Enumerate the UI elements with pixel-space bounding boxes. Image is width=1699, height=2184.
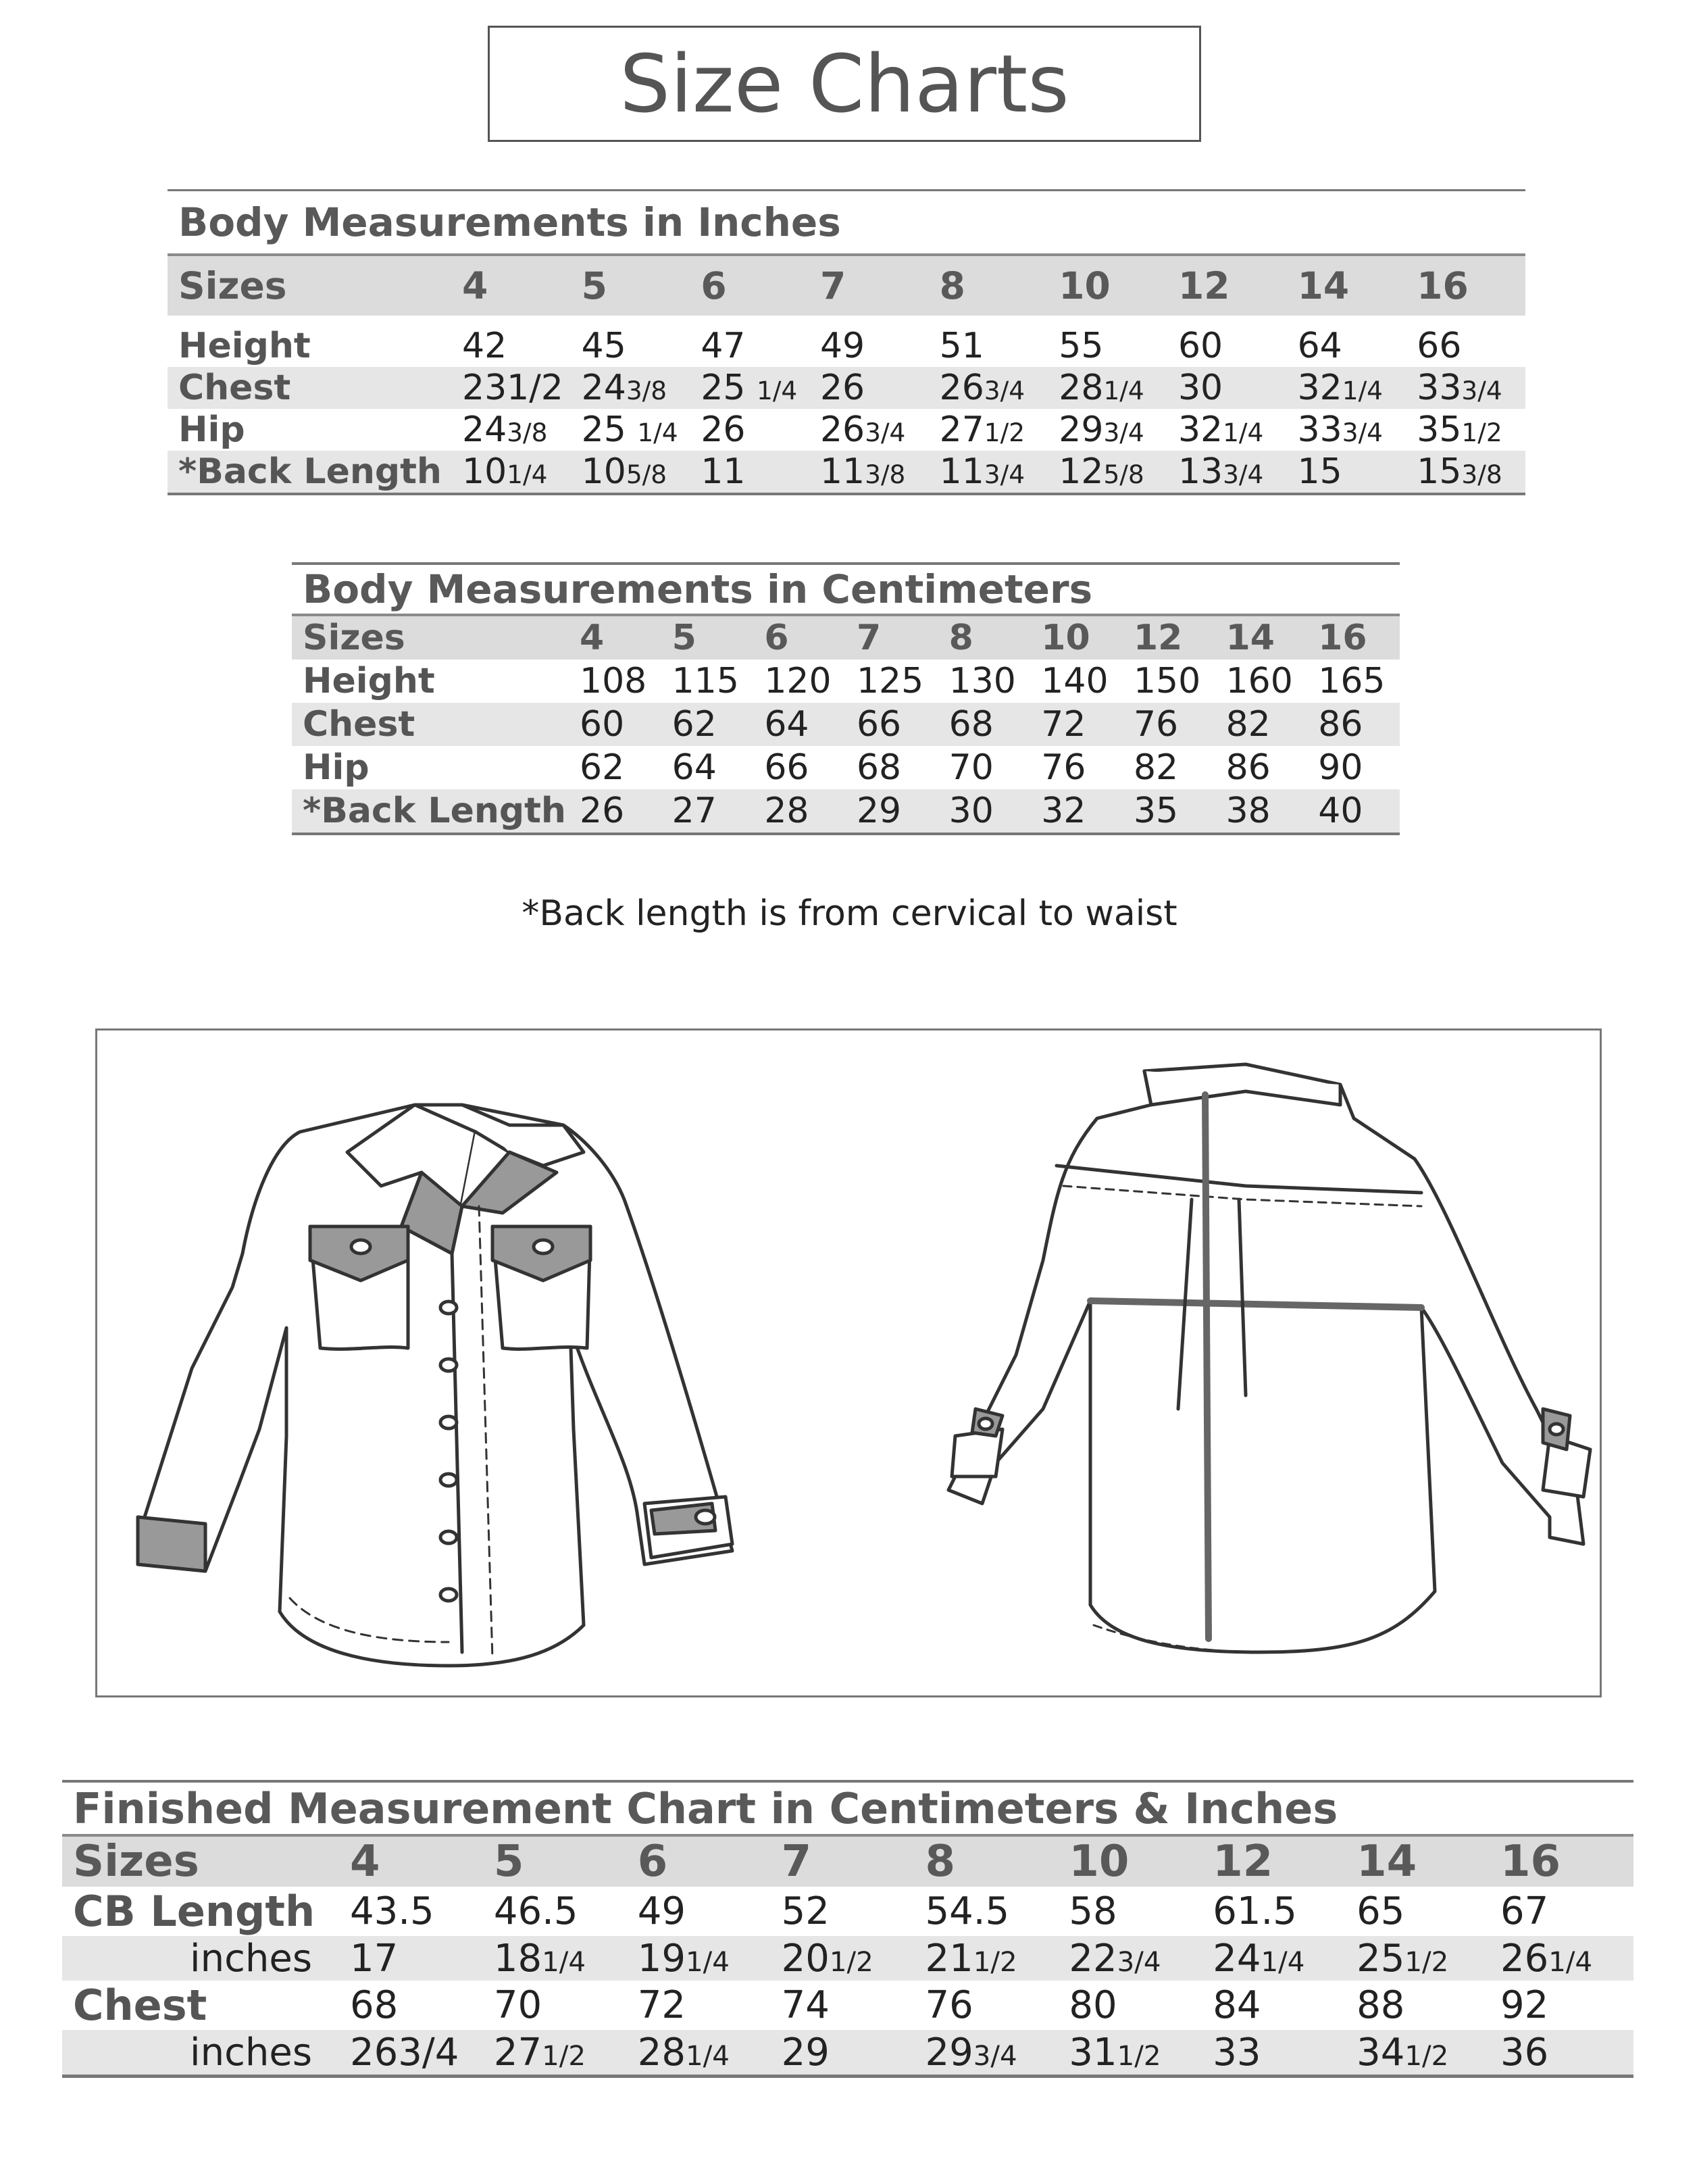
shirt-drawings [97, 1031, 1600, 1695]
table-row [292, 703, 1400, 746]
table-cell: 120 [764, 661, 832, 701]
cm-table-title: Body Measurements in Centimeters [303, 566, 1093, 612]
table-cell: 35 [1123, 789, 1215, 834]
size-header: 12 [1123, 615, 1215, 660]
table-cell [627, 1936, 771, 1981]
table-cell: 68 [856, 747, 902, 788]
table-cell [483, 1887, 627, 1936]
table-cell [929, 325, 1048, 367]
cell-whole: 34 [1356, 2030, 1405, 2075]
size-header: 16 [1307, 615, 1400, 660]
table-cell [1406, 451, 1525, 494]
size-header: 5 [661, 615, 754, 660]
cell-whole: 60 [1177, 326, 1223, 366]
cell-whole: 32 [1177, 410, 1223, 450]
cell-whole: 51 [939, 326, 984, 366]
cell-fraction: 1/4 [686, 1945, 730, 1978]
cell-whole: 26 [1500, 1936, 1549, 1981]
cell-fraction: 1/4 [507, 460, 548, 489]
table-cell: 66 [764, 747, 809, 788]
cell-fraction: 1/2 [1461, 418, 1502, 447]
table-cell: 30 [938, 789, 1031, 834]
inches-table-title: Body Measurements in Inches [178, 199, 841, 245]
table-row [62, 2030, 1633, 2077]
table-cell [483, 2030, 627, 2077]
table-row [168, 367, 1525, 409]
table-cell [339, 1887, 483, 1936]
table-cell [339, 1981, 483, 2030]
cell-whole: 43.5 [350, 1889, 434, 1933]
table-cell [1058, 1936, 1202, 1981]
table-cell [339, 1936, 483, 1981]
table-cell [1490, 1981, 1633, 2030]
cell-whole: 72 [637, 1983, 686, 2027]
cell-whole: 32 [1297, 368, 1342, 408]
table-row [168, 409, 1525, 451]
cell-whole: 18 [493, 1936, 542, 1981]
table-cell [1167, 367, 1287, 409]
table-cell: 64 [753, 703, 846, 746]
table-cell [1406, 367, 1525, 409]
table-row [62, 1981, 1633, 2030]
cell-whole: 76 [925, 1983, 973, 2027]
cell-fraction: 1/2 [984, 418, 1025, 447]
table-row [62, 1887, 1633, 1936]
cell-whole: 10 [462, 451, 507, 492]
inches-table [168, 189, 1525, 495]
cell-fraction: 1/4 [542, 1945, 586, 1978]
table-cell [627, 2030, 771, 2077]
cell-fraction: 1/2 [973, 1945, 1017, 1978]
cell-whole: 19 [637, 1936, 686, 1981]
table-cell: 72 [1030, 703, 1123, 746]
shirt-front-drawing [138, 1105, 732, 1666]
row-label: inches [62, 2030, 339, 2077]
table-cell [929, 367, 1048, 409]
cell-fraction: 1/4 [1103, 376, 1144, 405]
table-cell [1167, 325, 1287, 367]
cell-whole: 61.5 [1213, 1889, 1297, 1933]
table-cell: 60 [569, 703, 661, 746]
table-cell: 165 [1318, 661, 1386, 701]
cell-fraction: 1/2 [1404, 1945, 1449, 1978]
shirt-illustration [95, 1028, 1602, 1697]
table-cell [690, 367, 809, 409]
cell-whole: 13 [1177, 451, 1223, 492]
finished-sizes-row [62, 1835, 1633, 1887]
cell-whole: 74 [781, 1983, 830, 2027]
size-header: 6 [690, 255, 809, 316]
cell-whole: 35 [1417, 410, 1462, 450]
cell-whole: 29 [925, 2030, 973, 2075]
size-header: 6 [627, 1835, 771, 1887]
row-label: Chest [73, 1981, 207, 2030]
size-header: 4 [339, 1835, 483, 1887]
table-cell [1346, 1936, 1490, 1981]
size-header: 14 [1287, 255, 1406, 316]
row-label: *Back Length [292, 789, 569, 834]
table-cell [1406, 409, 1525, 451]
cell-whole: 70 [493, 1983, 542, 2027]
table-row [292, 660, 1400, 703]
cell-whole: 28 [637, 2030, 686, 2075]
cell-fraction: 3/4 [1117, 1945, 1161, 1978]
table-cell [627, 1981, 771, 2030]
size-header: 10 [1048, 255, 1167, 316]
sizes-label: Sizes [62, 1835, 339, 1887]
size-header: 6 [753, 615, 846, 660]
size-header: 16 [1490, 1835, 1633, 1887]
cell-fraction: 1/4 [637, 418, 678, 447]
cell-whole: 24 [1213, 1936, 1261, 1981]
cell-whole: 10 [581, 451, 626, 492]
sizes-label: Sizes [292, 615, 569, 660]
row-label: inches [62, 1936, 339, 1981]
cell-whole: 22 [1069, 1936, 1117, 1981]
table-cell [1346, 2030, 1490, 2077]
finished-table [62, 1780, 1633, 2078]
cell-whole: 92 [1500, 1983, 1549, 2027]
cell-whole: 49 [819, 326, 865, 366]
cell-fraction: 5/8 [626, 460, 667, 489]
cell-fraction: 3/8 [1461, 460, 1502, 489]
table-cell: 62 [661, 703, 754, 746]
cell-whole: 80 [1069, 1983, 1117, 2027]
table-cell [690, 325, 809, 367]
table-row [292, 746, 1400, 789]
cell-fraction: 1/2 [829, 1945, 873, 1978]
table-cell [915, 1981, 1059, 2030]
cell-whole: 27 [493, 2030, 542, 2075]
table-cell: 82 [1215, 703, 1308, 746]
table-cell [627, 1887, 771, 1936]
cell-whole: 33 [1213, 2030, 1261, 2075]
cell-whole: 84 [1213, 1983, 1261, 2027]
sizes-label: Sizes [168, 255, 451, 316]
cell-fraction: 3/4 [865, 418, 906, 447]
table-cell [1287, 409, 1406, 451]
table-cell [571, 451, 690, 494]
table-cell: 66 [846, 703, 938, 746]
size-header: 7 [809, 255, 929, 316]
cell-whole: 26 [939, 368, 984, 408]
finished-table-body [62, 1887, 1633, 2077]
cell-fraction: 3/8 [626, 376, 667, 405]
cell-whole: 42 [462, 326, 507, 366]
table-cell: 76 [1041, 747, 1086, 788]
table-cell [1058, 1981, 1202, 2030]
table-cell [771, 1936, 915, 1981]
cm-table-body [292, 660, 1400, 834]
table-cell [915, 1936, 1059, 1981]
cell-whole: 46.5 [493, 1889, 578, 1933]
table-cell: 130 [948, 661, 1016, 701]
size-header: 7 [846, 615, 938, 660]
size-header: 14 [1215, 615, 1308, 660]
table-cell: 68 [938, 703, 1031, 746]
table-cell [571, 325, 690, 367]
cell-fraction: 3/4 [984, 460, 1025, 489]
table-cell: 32 [1030, 789, 1123, 834]
cell-whole: 25 [581, 410, 638, 450]
cell-fraction: 1/4 [1223, 418, 1264, 447]
table-cell: 140 [1041, 661, 1109, 701]
row-label: CB Length [73, 1887, 315, 1936]
table-cell: 29 [846, 789, 938, 834]
size-header: 8 [938, 615, 1031, 660]
cell-fraction: 1/2 [1117, 2039, 1161, 2072]
cell-whole: 11 [819, 451, 865, 492]
table-cell [483, 1981, 627, 2030]
size-header: 8 [929, 255, 1048, 316]
cell-whole: 11 [701, 451, 746, 492]
cell-fraction: 3/4 [1103, 418, 1144, 447]
table-cell [690, 409, 809, 451]
table-cell [690, 451, 809, 494]
cell-fraction: 1/4 [1548, 1945, 1593, 1978]
size-header: 16 [1406, 255, 1525, 316]
table-cell [1048, 325, 1167, 367]
table-cell: 86 [1307, 703, 1400, 746]
size-header: 10 [1030, 615, 1123, 660]
cell-whole: 30 [1177, 368, 1223, 408]
cell-whole: 31 [1069, 2030, 1117, 2075]
table-cell: 86 [1225, 747, 1271, 788]
cell-whole: 20 [781, 1936, 830, 1981]
table-cell [915, 1887, 1059, 1936]
cell-whole: 67 [1500, 1889, 1549, 1933]
table-cell: 64 [671, 747, 717, 788]
row-label: Hip [178, 410, 245, 450]
inches-table-body [168, 325, 1525, 494]
page-title: Size Charts [488, 26, 1201, 142]
table-cell [1287, 367, 1406, 409]
table-cell [1167, 409, 1287, 451]
size-header: 4 [451, 255, 571, 316]
table-cell [771, 1887, 915, 1936]
table-cell: 82 [1133, 747, 1179, 788]
table-cell [571, 367, 690, 409]
table-cell [1048, 367, 1167, 409]
table-cell [1346, 1887, 1490, 1936]
cell-whole: 25 [1356, 1936, 1405, 1981]
table-cell: 90 [1318, 747, 1363, 788]
size-header: 10 [1058, 1835, 1202, 1887]
table-cell: 62 [580, 747, 625, 788]
size-header: 12 [1202, 1835, 1346, 1887]
table-cell [1048, 409, 1167, 451]
finished-table-title: Finished Measurement Chart in Centimeters & Inches [73, 1783, 1338, 1833]
table-row [168, 325, 1525, 367]
table-cell [1058, 1887, 1202, 1936]
cell-whole: 12 [1059, 451, 1104, 492]
table-cell [809, 325, 929, 367]
table-cell: 115 [671, 661, 739, 701]
cell-fraction: 3/8 [507, 418, 548, 447]
cell-fraction: 1/4 [1342, 376, 1383, 405]
cell-whole: 58 [1069, 1889, 1117, 1933]
table-cell [929, 409, 1048, 451]
table-cell [1346, 1981, 1490, 2030]
table-row [62, 1936, 1633, 1981]
cell-whole: 68 [350, 1983, 399, 2027]
cell-whole: 49 [637, 1889, 686, 1933]
cell-fraction: 3/4 [1223, 460, 1264, 489]
cell-whole: 263/4 [350, 2030, 459, 2075]
cell-fraction: 1/4 [686, 2039, 730, 2072]
table-cell: 76 [1123, 703, 1215, 746]
shirt-back-drawing [948, 1064, 1590, 1652]
cell-whole: 26 [701, 410, 746, 450]
table-cell [771, 1981, 915, 2030]
table-cell [1490, 1936, 1633, 1981]
row-label: Chest [168, 367, 451, 409]
table-cell [809, 451, 929, 494]
cell-whole: 45 [581, 326, 626, 366]
table-cell [1167, 451, 1287, 494]
table-cell [451, 451, 571, 494]
table-cell [771, 2030, 915, 2077]
table-cell [915, 2030, 1059, 2077]
table-cell [1490, 1887, 1633, 1936]
cell-fraction: 3/4 [973, 2039, 1017, 2072]
cell-whole: 24 [462, 410, 507, 450]
row-label: Chest [292, 703, 569, 746]
cell-whole: 33 [1297, 410, 1342, 450]
cell-fraction: 5/8 [1103, 460, 1144, 489]
cell-whole: 47 [701, 326, 746, 366]
table-cell: 27 [661, 789, 754, 834]
table-cell: 125 [856, 661, 924, 701]
table-cell: 26 [569, 789, 661, 834]
cell-fraction: 3/4 [1342, 418, 1383, 447]
table-cell [1048, 451, 1167, 494]
cell-whole: 36 [1500, 2030, 1549, 2075]
cell-whole: 54.5 [925, 1889, 1010, 1933]
cell-fraction: 1/2 [1404, 2039, 1449, 2072]
cell-whole: 21 [925, 1936, 973, 1981]
table-cell [1202, 1887, 1346, 1936]
table-cell: 28 [753, 789, 846, 834]
size-header: 7 [771, 1835, 915, 1887]
size-header: 5 [483, 1835, 627, 1887]
cell-whole: 231/2 [462, 368, 563, 408]
table-cell [451, 325, 571, 367]
table-cell [339, 2030, 483, 2077]
cell-whole: 27 [939, 410, 984, 450]
table-cell: 150 [1133, 661, 1201, 701]
size-header: 5 [571, 255, 690, 316]
cm-sizes-row [292, 615, 1400, 660]
table-cell [1202, 1936, 1346, 1981]
cell-whole: 29 [1059, 410, 1104, 450]
cell-whole: 65 [1356, 1889, 1405, 1933]
table-cell [451, 409, 571, 451]
cm-table [292, 562, 1400, 835]
cell-whole: 11 [939, 451, 984, 492]
inches-sizes-row [168, 255, 1525, 316]
row-label: Hip [303, 747, 370, 788]
cell-whole: 28 [1059, 368, 1104, 408]
table-cell [451, 367, 571, 409]
cell-whole: 26 [819, 410, 865, 450]
table-row [168, 451, 1525, 494]
table-cell [1202, 2030, 1346, 2077]
cell-fraction: 3/4 [984, 376, 1025, 405]
cell-whole: 66 [1417, 326, 1462, 366]
cell-fraction: 1/4 [1261, 1945, 1305, 1978]
cell-fraction: 3/4 [1461, 376, 1502, 405]
table-cell [483, 1936, 627, 1981]
cell-fraction: 1/4 [757, 376, 798, 405]
footnote: *Back length is from cervical to waist [522, 893, 1177, 934]
cell-whole: 24 [581, 368, 626, 408]
row-label: Height [178, 326, 311, 366]
cell-whole: 15 [1417, 451, 1462, 492]
table-cell [1406, 325, 1525, 367]
table-cell: 70 [948, 747, 994, 788]
size-header: 8 [915, 1835, 1059, 1887]
table-cell [571, 409, 690, 451]
cell-whole: 15 [1297, 451, 1342, 492]
size-header: 14 [1346, 1835, 1490, 1887]
cell-whole: 17 [350, 1936, 399, 1981]
table-cell: 38 [1215, 789, 1308, 834]
size-header: 12 [1167, 255, 1287, 316]
table-cell [1202, 1981, 1346, 2030]
cell-whole: 33 [1417, 368, 1462, 408]
cell-whole: 55 [1059, 326, 1104, 366]
table-cell [809, 409, 929, 451]
cell-whole: 29 [781, 2030, 830, 2075]
cell-whole: 64 [1297, 326, 1342, 366]
table-cell [1490, 2030, 1633, 2077]
table-cell: 40 [1307, 789, 1400, 834]
table-cell [1287, 325, 1406, 367]
size-header: 4 [569, 615, 661, 660]
cell-fraction: 3/8 [865, 460, 906, 489]
row-label: *Back Length [168, 451, 451, 494]
cell-whole: 25 [701, 368, 757, 408]
cell-whole: 26 [819, 368, 865, 408]
table-cell [809, 367, 929, 409]
cell-whole: 88 [1356, 1983, 1405, 2027]
table-cell: 108 [580, 661, 647, 701]
row-label: Height [303, 661, 435, 701]
table-cell: 160 [1225, 661, 1293, 701]
table-cell [1058, 2030, 1202, 2077]
table-cell [1287, 451, 1406, 494]
table-row [292, 789, 1400, 834]
cell-whole: 52 [781, 1889, 830, 1933]
table-cell [929, 451, 1048, 494]
cell-fraction: 1/2 [542, 2039, 586, 2072]
